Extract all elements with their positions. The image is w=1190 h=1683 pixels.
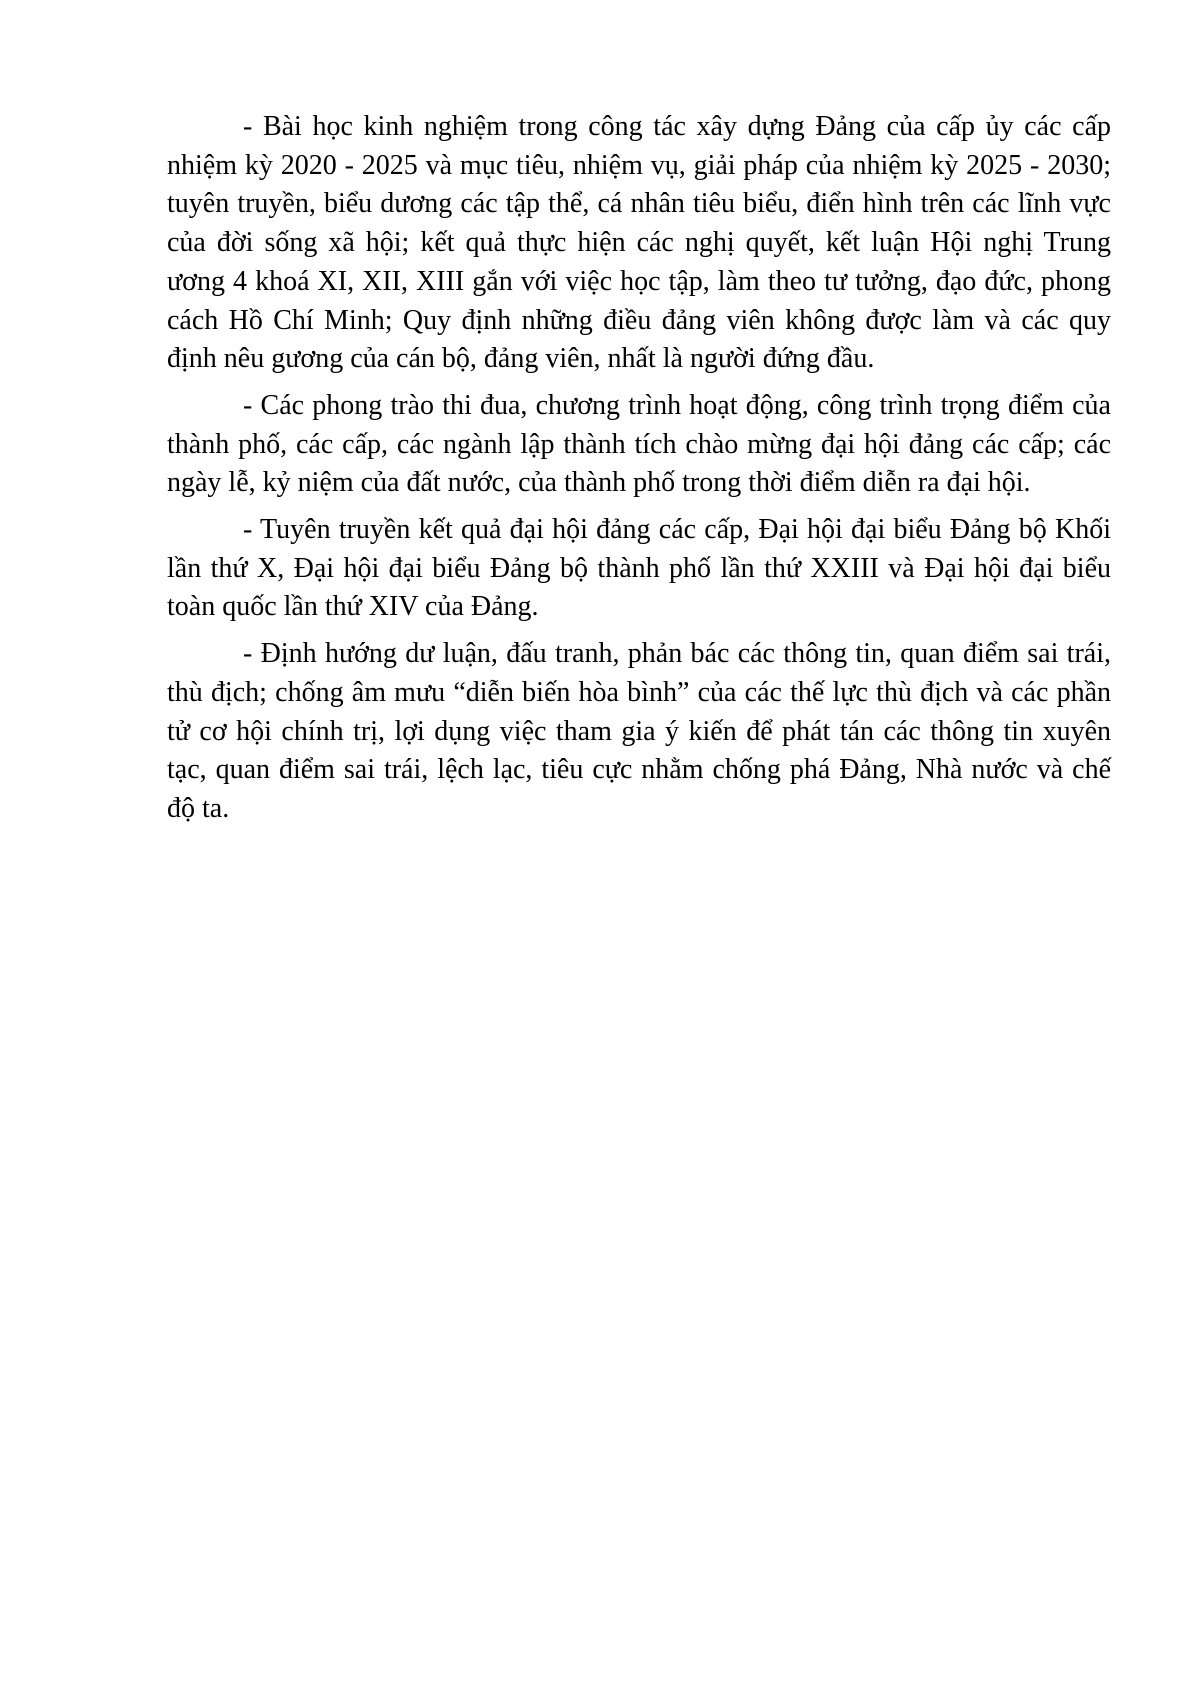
paragraph-public-opinion: - Định hướng dư luận, đấu tranh, phản bác các thông tin, quan điểm sai trái, thù địch; chống âm mưu “diễn biến hòa bình” của các thế lực thù địch và các phần tử cơ hội chính trị, lợi dụng việc tham gia ý kiến để phát tán các thông tin xuyên tạc, quan điểm sai trái, lệch lạc, tiêu cực nhằm chống phá Đảng, Nhà nước và chế độ ta. bbox=[167, 638, 1111, 824]
paragraph-lessons-learned: - Bài học kinh nghiệm trong công tác xây dựng Đảng của cấp ủy các cấp nhiệm kỳ 2020 - 2025 và mục tiêu, nhiệm vụ, giải pháp của nhiệm kỳ 2025 - 2030; tuyên truyền, biểu dương các tập thể, cá nhân tiêu biểu, điển hình trên các lĩnh vực của đời sống xã hội; kết quả thực hiện các nghị quyết, kết luận Hội nghị Trung ương 4 khoá XI, XII, XIII gắn với việc học tập, làm theo tư tưởng, đạo đức, phong cách Hồ Chí Minh; Quy định những điều đảng viên không được làm và các quy định nêu gương của cán bộ, đảng viên, nhất là người đứng đầu. bbox=[167, 111, 1111, 375]
document-body bbox=[167, 108, 1111, 837]
paragraph-emulation-movements: - Các phong trào thi đua, chương trình hoạt động, công trình trọng điểm của thành phố, các cấp, các ngành lập thành tích chào mừng đại hội đảng các cấp; các ngày lễ, kỷ niệm của đất nước, của thành phố trong thời điểm diễn ra đại hội. bbox=[167, 389, 1111, 499]
paragraph-congress-results: - Tuyên truyền kết quả đại hội đảng các cấp, Đại hội đại biểu Đảng bộ Khối lần thứ X, Đại hội đại biểu Đảng bộ thành phố lần thứ XXIII và Đại hội đại biểu toàn quốc lần thứ XIV của Đảng. bbox=[167, 514, 1111, 623]
